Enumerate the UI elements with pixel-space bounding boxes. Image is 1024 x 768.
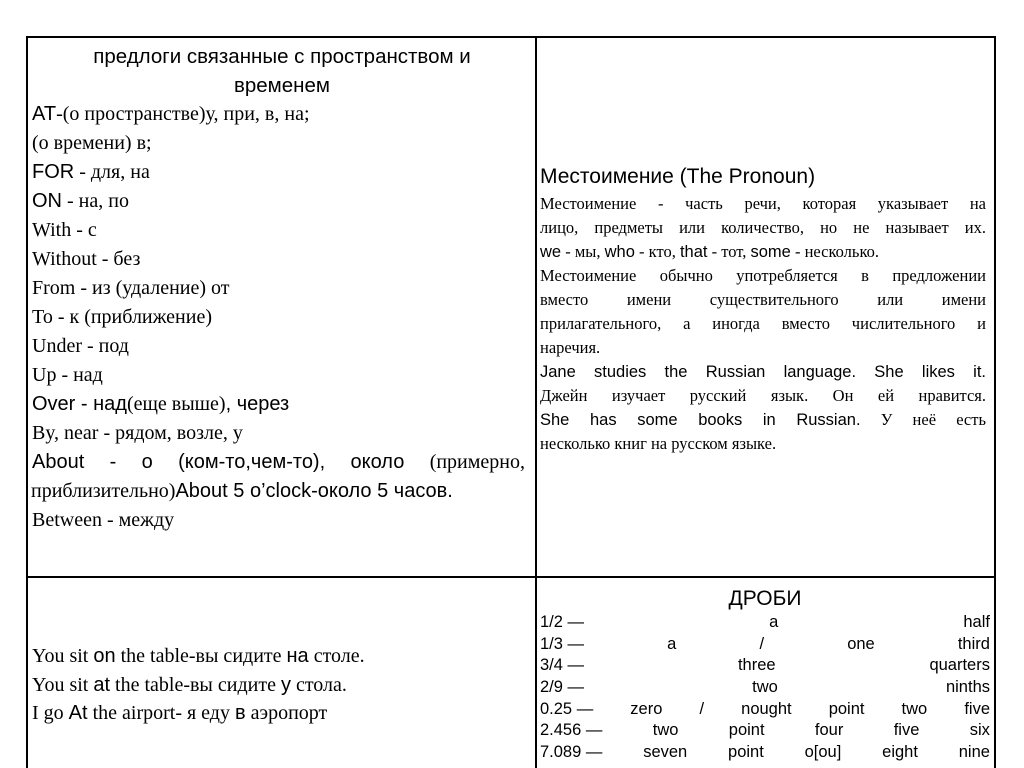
preposition-about: About - о (ком-то,чем-то), около (примерно, [32, 451, 525, 473]
fraction-row: 7.089 — seven point o[ou] eight nine [540, 743, 990, 762]
preposition-to: To - к (приближение) [32, 306, 212, 328]
fraction-row: 1/3 — a / one third [540, 634, 990, 653]
preposition-from: From - из (удаление) от [32, 277, 230, 299]
pronoun-example2: She has some books in Russian. У неё есть [540, 410, 986, 429]
preposition-on: ON - на, по [32, 190, 129, 212]
preposition-about-example: приблизительно)About 5 o’clock-около 5 часов. [31, 480, 453, 502]
pronoun-heading: Местоимение (The Pronoun) [540, 165, 816, 188]
fraction-row: 2.456 — two point four five six [540, 721, 990, 740]
examples-cell [32, 642, 365, 728]
example-line-at: You sit at the table-вы сидите у стола. [32, 673, 347, 696]
fraction-row: 3/4 — three quarters [540, 656, 990, 675]
preposition-between: Between - между [32, 509, 175, 531]
pronoun-usage-line4: наречия. [540, 338, 601, 357]
example-line-on: You sit on the table-вы сидите на столе. [32, 645, 365, 667]
example-line-airport: I go At the airport- я еду в аэропорт [32, 702, 328, 724]
pronoun-cell [540, 162, 986, 456]
preposition-under: Under - под [32, 335, 129, 357]
fraction-row: 1/2 — a half [540, 613, 990, 631]
preposition-at-time: (о времени) в; [32, 132, 152, 154]
pronoun-examples-line: we - мы, who - кто, that - тот, some - несколько. [540, 242, 879, 261]
prepositions-cell [32, 42, 537, 535]
pronoun-definition-line1: Местоимение - часть речи, которая указывает на [540, 194, 986, 213]
preposition-up: Up - над [32, 364, 103, 386]
table-border-right [994, 36, 996, 768]
preposition-for: FOR - для, на [32, 161, 150, 183]
pronoun-example-english: Jane studies the Russian language. She likes it. [540, 363, 986, 381]
fractions-title: ДРОБИ [728, 587, 802, 610]
fraction-row: 2/9 — two ninths [540, 678, 990, 697]
pronoun-usage-line1: Местоимение обычно употребляется в предложении [540, 266, 986, 285]
pronoun-usage-line3: прилагательного, а иногда вместо числительного и [540, 314, 986, 333]
preposition-without: Without - без [32, 248, 141, 270]
table-border-top [26, 36, 996, 38]
pronoun-example2-russian: несколько книг на русском языке. [540, 434, 777, 453]
pronoun-example-russian: Джейн изучает русский язык. Он ей нравится. [540, 386, 986, 405]
pronoun-usage-line2: вместо имени существительного или имени [540, 290, 986, 309]
table-border-middle [26, 576, 996, 578]
preposition-by: By, near - рядом, возле, у [32, 422, 243, 444]
pronoun-definition-line2: лицо, предметы или количество, но не называет их. [540, 218, 986, 237]
table-border-left [26, 36, 28, 768]
prepositions-title-line1: предлоги связанные с пространством и [93, 45, 471, 68]
preposition-at: AT-(о пространстве)у, при, в, на; [32, 103, 310, 125]
fractions-list [540, 612, 990, 764]
prepositions-title-line2: временем [233, 74, 330, 97]
preposition-over: Over - над(еще выше), через [32, 393, 290, 415]
preposition-with: With - с [32, 219, 97, 241]
fraction-row: 0.25 — zero / nought point two five [540, 699, 990, 718]
